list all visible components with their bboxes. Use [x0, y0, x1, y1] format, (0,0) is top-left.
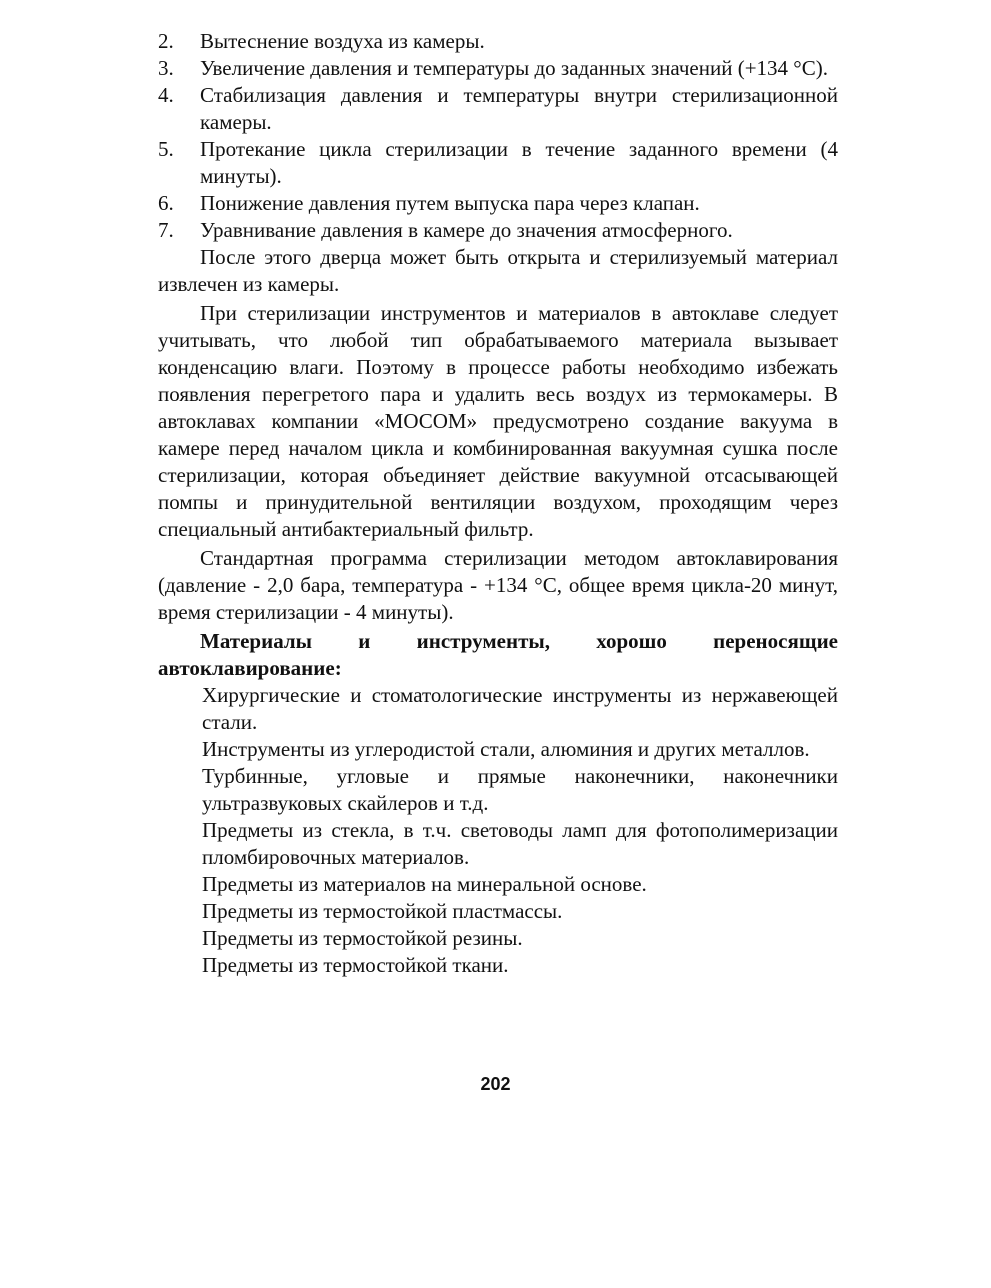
paragraph-standard-program: Стандартная программа стерилизации методом автоклавирования (давление - 2,0 бара, температура - +134 °С, общее время цикла-20 минут, время стерилизации - 4 минуты).	[158, 546, 838, 624]
step-text: Стабилизация давления и температуры внутри стерилизационной камеры.	[200, 83, 838, 134]
list-item: Предметы из материалов на минеральной основе.	[202, 872, 647, 896]
list-item: Хирургические и стоматологические инструменты из нержавеющей стали.	[202, 683, 838, 734]
step-number: 3.	[158, 56, 174, 80]
materials-heading: Материалы и инструменты, хорошо переносящие автоклавирование:	[158, 629, 838, 680]
step-text: Вытеснение воздуха из камеры.	[200, 29, 485, 53]
step-text: Протекание цикла стерилизации в течение заданного времени (4 минуты).	[200, 137, 838, 188]
paragraph-after-steps: После этого дверца может быть открыта и стерилизуемый материал извлечен из камеры.	[158, 245, 838, 296]
list-item	[158, 82, 838, 136]
step-text: Увеличение давления и температуры до заданных значений (+134 °С).	[200, 56, 828, 80]
step-number: 6.	[158, 191, 174, 215]
list-item	[158, 190, 838, 217]
list-item: Инструменты из углеродистой стали, алюминия и других металлов.	[202, 737, 810, 761]
step-text: Понижение давления путем выпуска пара через клапан.	[200, 191, 700, 215]
sterilization-steps-list	[158, 28, 838, 244]
list-item	[158, 28, 838, 55]
list-item	[158, 217, 838, 244]
list-item: Предметы из термостойкой резины.	[202, 926, 523, 950]
list-item	[158, 55, 838, 82]
materials-list	[158, 682, 838, 979]
page-number: 202	[480, 1074, 511, 1094]
list-item: Предметы из термостойкой пластмассы.	[202, 899, 563, 923]
step-number: 5.	[158, 137, 174, 161]
list-item: Предметы из термостойкой ткани.	[202, 953, 509, 977]
step-number: 4.	[158, 83, 174, 107]
step-number: 7.	[158, 218, 174, 242]
list-item: Турбинные, угловые и прямые наконечники, наконечники ультразвуковых скайлеров и т.д.	[202, 764, 838, 815]
page-body	[158, 28, 838, 979]
step-number: 2.	[158, 29, 174, 53]
paragraph-autoclave-notes: При стерилизации инструментов и материалов в автоклаве следует учитывать, что любой тип обрабатываемого материала вызывает конденсацию влаги. Поэтому в процессе работы необходимо избежать появления перегретого пара и удалить весь воздух из термокамеры. В автоклавах компании «МОСОМ» предусмотрено создание вакуума в камере перед началом цикла и комбинированная вакуумная сушка после стерилизации, которая объединяет действие вакуумной отсасывающей помпы и принудительной вентиляции воздухом, проходящим через специальный антибактериальный фильтр.	[158, 301, 838, 541]
step-text: Уравнивание давления в камере до значения атмосферного.	[200, 218, 733, 242]
list-item	[158, 136, 838, 190]
list-item: Предметы из стекла, в т.ч. световоды ламп для фотополимеризации пломбировочных материалов.	[202, 818, 838, 869]
